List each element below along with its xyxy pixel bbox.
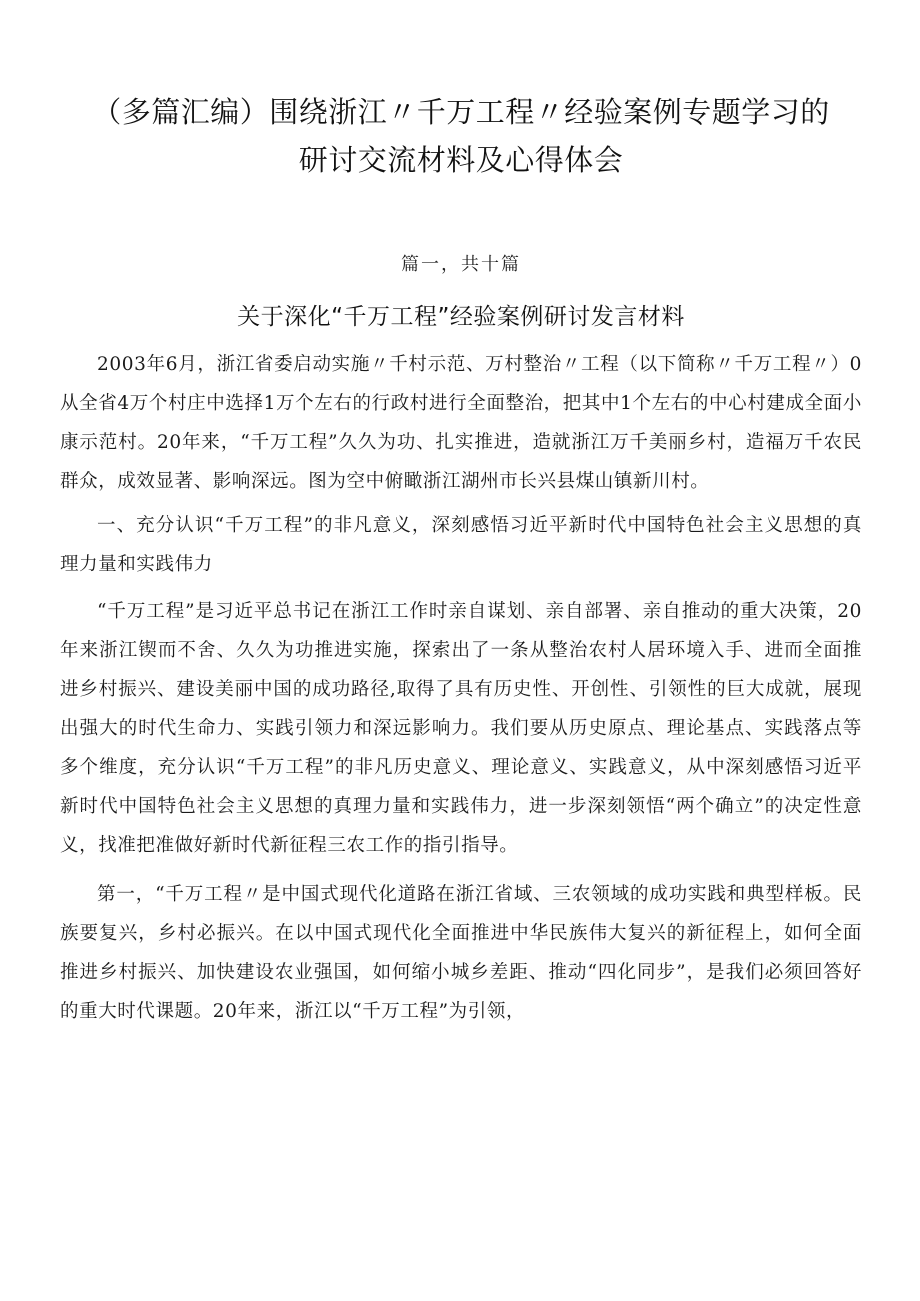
section-label: 篇一，共十篇 xyxy=(401,254,521,275)
document-title-line-1: （多篇汇编）围绕浙江〃千万工程〃经验案例专题学习的 xyxy=(92,95,830,129)
document-title-line-2: 研讨交流材料及心得体会 xyxy=(298,143,624,177)
body-paragraph-first-point: 第一，“千万工程〃是中国式现代化道路在浙江省域、三农领域的成功实践和典型样板。民族要复兴，乡村必振兴。在以中国式现代化全面推进中华民族伟大复兴的新征程上，如何全面推进乡村振兴、加快建设农业强国，如何缩小城乡差距、推动“四化同步”，是我们必须回答好的重大时代课题。20年来，浙江以“千万工程”为引领， xyxy=(60,884,862,1022)
section-heading-one: 一、充分认识“千万工程”的非凡意义，深刻感悟习近平新时代中国特色社会主义思想的真理力量和实践伟力 xyxy=(60,515,862,575)
body-paragraph-significance: “千万工程”是习近平总书记在浙江工作时亲自谋划、亲自部署、亲自推动的重大决策，20年来浙江锲而不舍、久久为功推进实施，探索出了一条从整治农村人居环境入手、进而全面推进乡村振兴、建设美丽中国的成功路径,取得了具有历史性、开创性、引领性的巨大成就，展现出强大的时代生命力、实践引领力和深远影响力。我们要从历史原点、理论基点、实践落点等多个维度，充分认识“千万工程”的非凡历史意义、理论意义、实践意义，从中深刻感悟习近平新时代中国特色社会主义思想的真理力量和实践伟力，进一步深刻领悟“两个确立”的决定性意义，找准把准做好新时代新征程三农工作的指引指导。 xyxy=(60,601,862,856)
document-title xyxy=(60,88,862,184)
body-paragraph-intro: 2003年6月，浙江省委启动实施〃千村示范、万村整治〃工程（以下简称〃千万工程〃）0从全省4万个村庄中选择1万个左右的行政村进行全面整治，把其中1个左右的中心村建成全面小康示范村。20年来，“千万工程”久久为功、扎实推进，造就浙江万千美丽乡村，造福万千农民群众，成效显著、影响深远。图为空中俯瞰浙江湖州市长兴县煤山镇新川村。 xyxy=(60,354,862,492)
article-title: 关于深化“千万工程”经验案例研讨发言材料 xyxy=(237,304,685,330)
